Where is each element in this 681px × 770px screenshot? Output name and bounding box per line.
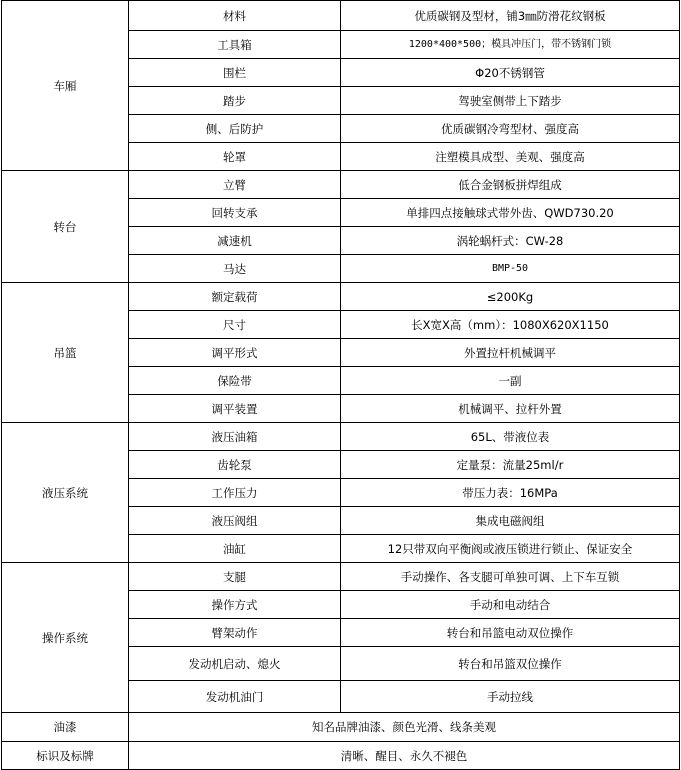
item-name: 齿轮泵 bbox=[129, 451, 341, 479]
item-name: 液压阀组 bbox=[129, 507, 341, 535]
item-spec: 定量泵：流量25ml/r bbox=[341, 451, 680, 479]
item-name: 保险带 bbox=[129, 367, 341, 395]
table-row bbox=[2, 283, 680, 311]
item-spec: 低合金钢板拼焊组成 bbox=[341, 171, 680, 199]
item-name: 立臂 bbox=[129, 171, 341, 199]
item-name: 材料 bbox=[129, 1, 341, 31]
item-spec: 单排四点接触球式带外齿、QWD730.20 bbox=[341, 199, 680, 227]
item-spec: 优质碳钢及型材，铺3㎜防滑花纹钢板 bbox=[341, 1, 680, 31]
item-spec: 手动和电动结合 bbox=[341, 591, 680, 619]
item-spec: Φ20不锈钢管 bbox=[341, 59, 680, 87]
table-row bbox=[2, 423, 680, 451]
item-name: 操作方式 bbox=[129, 591, 341, 619]
spec-table bbox=[1, 0, 680, 770]
item-spec: 12只带双向平衡阀或液压锁进行锁止、保证安全 bbox=[341, 535, 680, 563]
item-name: 侧、后防护 bbox=[129, 115, 341, 143]
footer-name-label: 标识及标牌 bbox=[2, 742, 129, 770]
group-name-cheixiang: 车厢 bbox=[2, 1, 129, 171]
item-spec: 注塑模具成型、美观、强度高 bbox=[341, 143, 680, 171]
group-name-zhuantai: 转台 bbox=[2, 171, 129, 283]
item-spec: 一副 bbox=[341, 367, 680, 395]
item-spec: 机械调平、拉杆外置 bbox=[341, 395, 680, 423]
table-row bbox=[2, 742, 680, 770]
footer-name-paint: 油漆 bbox=[2, 713, 129, 742]
item-name: 回转支承 bbox=[129, 199, 341, 227]
item-spec: 外置拉杆机械调平 bbox=[341, 339, 680, 367]
item-name: 支腿 bbox=[129, 563, 341, 591]
item-spec: 驾驶室侧带上下踏步 bbox=[341, 87, 680, 115]
item-spec: 涡轮蜗杆式：CW-28 bbox=[341, 227, 680, 255]
table-row bbox=[2, 563, 680, 591]
item-name: 液压油箱 bbox=[129, 423, 341, 451]
item-name: 发动机启动、熄火 bbox=[129, 647, 341, 681]
item-spec: 转台和吊篮电动双位操作 bbox=[341, 619, 680, 647]
item-name: 减速机 bbox=[129, 227, 341, 255]
item-name: 围栏 bbox=[129, 59, 341, 87]
table-row bbox=[2, 171, 680, 199]
item-name: 踏步 bbox=[129, 87, 341, 115]
footer-spec-label: 清晰、醒目、永久不褪色 bbox=[129, 742, 680, 770]
item-spec: 65L、带液位表 bbox=[341, 423, 680, 451]
item-spec: 优质碳钢冷弯型材、强度高 bbox=[341, 115, 680, 143]
item-name: 调平形式 bbox=[129, 339, 341, 367]
item-spec: 手动操作、各支腿可单独可调、上下车互锁 bbox=[341, 563, 680, 591]
item-name: 臂架动作 bbox=[129, 619, 341, 647]
item-spec: 集成电磁阀组 bbox=[341, 507, 680, 535]
item-name: 工具箱 bbox=[129, 31, 341, 59]
item-spec: 手动拉线 bbox=[341, 681, 680, 713]
group-name-yeya: 液压系统 bbox=[2, 423, 129, 563]
group-name-caozuo: 操作系统 bbox=[2, 563, 129, 713]
group-name-diaolan: 吊篮 bbox=[2, 283, 129, 423]
item-spec: 1200*400*500；模具冲压门，带不锈钢门锁 bbox=[341, 31, 680, 59]
item-name: 轮罩 bbox=[129, 143, 341, 171]
item-name: 额定载荷 bbox=[129, 283, 341, 311]
item-name: 尺寸 bbox=[129, 311, 341, 339]
item-name: 发动机油门 bbox=[129, 681, 341, 713]
item-name: 工作压力 bbox=[129, 479, 341, 507]
table-row bbox=[2, 1, 680, 31]
item-spec: 转台和吊篮双位操作 bbox=[341, 647, 680, 681]
item-name: 油缸 bbox=[129, 535, 341, 563]
item-spec: BMP-50 bbox=[341, 255, 680, 283]
item-spec: ≤200Kg bbox=[341, 283, 680, 311]
item-spec: 长X宽X高（mm）：1080X620X1150 bbox=[341, 311, 680, 339]
item-name: 调平装置 bbox=[129, 395, 341, 423]
footer-spec-paint: 知名品牌油漆、颜色光滑、线条美观 bbox=[129, 713, 680, 742]
table-row bbox=[2, 713, 680, 742]
item-name: 马达 bbox=[129, 255, 341, 283]
item-spec: 带压力表：16MPa bbox=[341, 479, 680, 507]
